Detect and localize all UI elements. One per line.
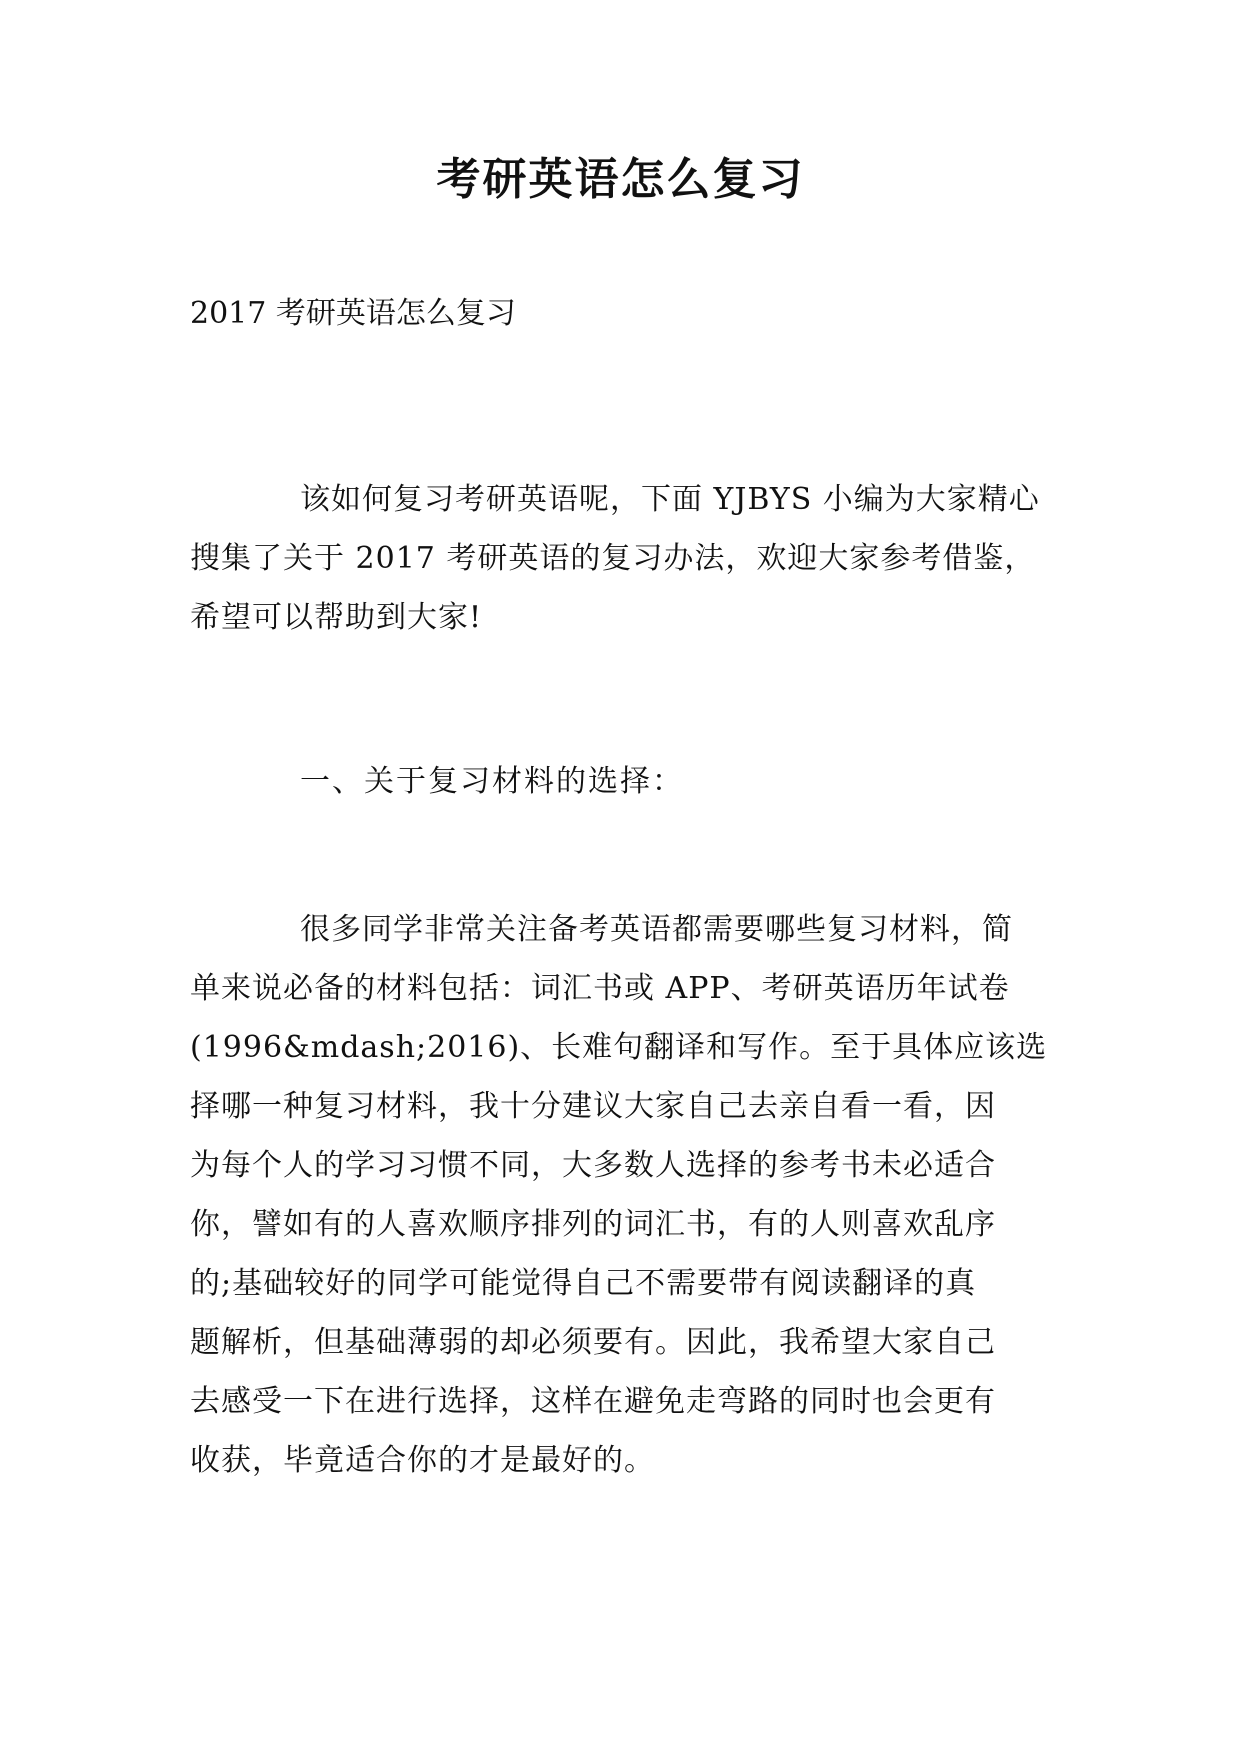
- body-paragraph: [190, 900, 1070, 1490]
- section-heading: 一、关于复习材料的选择：: [300, 764, 684, 799]
- body-line: 去感受一下在进行选择，这样在避免走弯路的同时也会更有: [190, 1384, 996, 1419]
- intro-line: 该如何复习考研英语呢，下面 YJBYS 小编为大家精心: [300, 482, 1040, 517]
- intro-paragraph: [190, 470, 1070, 647]
- body-line: 很多同学非常关注备考英语都需要哪些复习材料，简: [300, 912, 1013, 947]
- document-title: 考研英语怎么复习: [436, 154, 805, 205]
- intro-line: 搜集了关于 2017 考研英语的复习办法，欢迎大家参考借鉴，: [190, 541, 1036, 576]
- body-line: 单来说必备的材料包括：词汇书或 APP、考研英语历年试卷: [190, 971, 1010, 1006]
- body-line: 为每个人的学习习惯不同，大多数人选择的参考书未必适合: [190, 1148, 996, 1183]
- body-line: 的;基础较好的同学可能觉得自己不需要带有阅读翻译的真: [190, 1266, 977, 1301]
- document-subtitle: 2017 考研英语怎么复习: [190, 296, 516, 331]
- body-line: (1996&mdash;2016)、长难句翻译和写作。至于具体应该选: [190, 1030, 1048, 1065]
- body-line: 收获，毕竟适合你的才是最好的。: [190, 1443, 655, 1478]
- body-line: 题解析，但基础薄弱的却必须要有。因此，我希望大家自己: [190, 1325, 996, 1360]
- body-line: 择哪一种复习材料，我十分建议大家自己去亲自看一看，因: [190, 1089, 996, 1124]
- body-line: 你，譬如有的人喜欢顺序排列的词汇书，有的人则喜欢乱序: [190, 1207, 996, 1242]
- intro-line: 希望可以帮助到大家!: [190, 600, 483, 635]
